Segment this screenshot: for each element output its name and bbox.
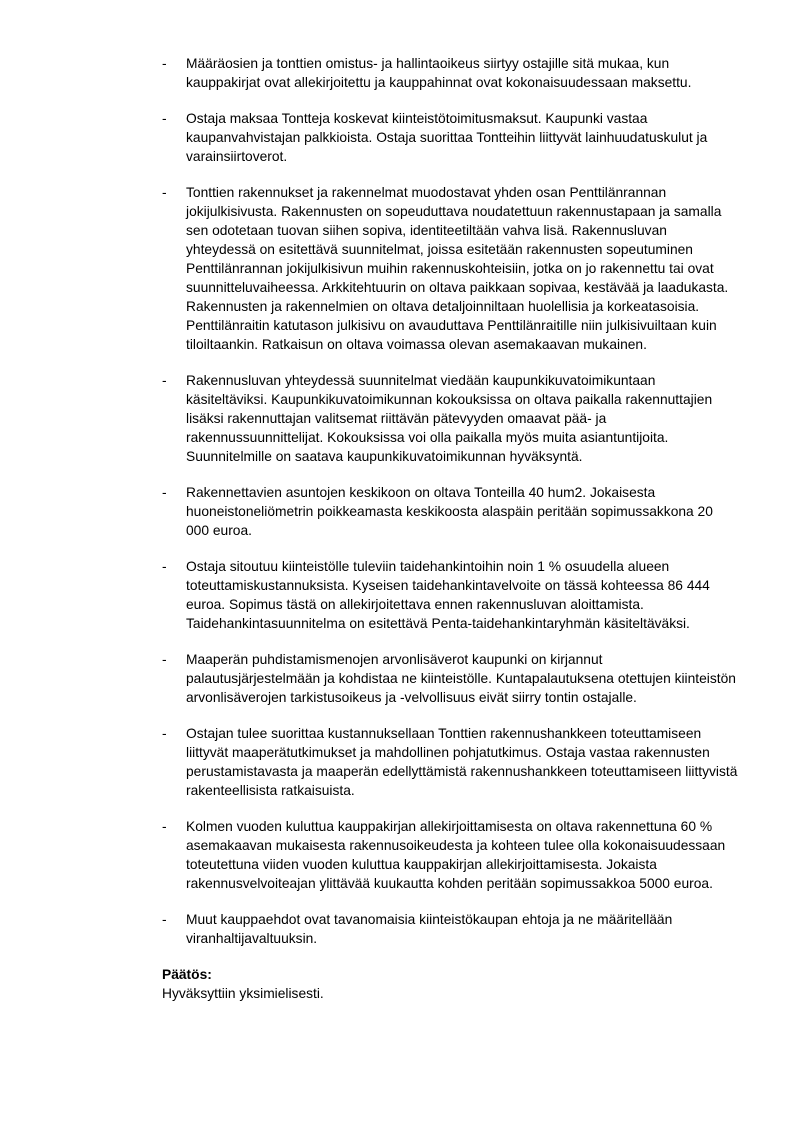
- list-item: [162, 724, 740, 800]
- bullet-text: Ostajan tulee suorittaa kustannuksellaan Tonttien rakennushankkeen toteuttamiseen liittyvät maaperätutkimukset ja mahdollinen pohjatutkimus. Ostaja vastaa rakennusten perustamistavasta ja maaperän edellyttämistä rakennushankkeen toteuttamiseen liittyvistä rakenteellisista ratkaisuista.: [186, 726, 738, 798]
- bullet-dash: -: [162, 185, 167, 200]
- bullet-text: Ostaja sitoutuu kiinteistölle tuleviin taidehankintoihin noin 1 % osuudella alueen toteuttamiskustannuksista. Kyseisen taidehankintavelvoite on tässä kohteessa 86 444 euroa. Sopimus tästä on allekirjoitettava ennen rakennusluvan aloittamista. Taidehankintasuunnitelma on esitettävä Penta-taidehankintaryhmän käsiteltäväksi.: [186, 559, 710, 631]
- bullet-dash: -: [162, 56, 167, 71]
- bullet-dash: -: [162, 485, 167, 500]
- bullet-dash: -: [162, 726, 167, 741]
- bullet-text: Ostaja maksaa Tontteja koskevat kiinteistötoimitusmaksut. Kaupunki vastaa kaupanvahvistajan palkkioista. Ostaja suorittaa Tontteihin liittyvät lainhuudatuskulut ja varainsiirtoverot.: [186, 111, 708, 164]
- list-item: [162, 183, 740, 354]
- bullet-dash: -: [162, 912, 167, 927]
- list-item: [162, 483, 740, 540]
- bullet-dash: -: [162, 373, 167, 388]
- bullet-text: Rakennusluvan yhteydessä suunnitelmat viedään kaupunkikuvatoimikuntaan käsiteltäviksi. Kaupunkikuvatoimikunnan kokouksissa on oltava paikalla rakennuttajien lisäksi rakennuttajan valitsemat riittävän pätevyyden omaavat pää- ja rakennussuunnittelijat. Kokouksissa voi olla paikalla myös muita asiantuntijoita. Suunnitelmille on saatava kaupunkikuvatoimikunnan hyväksyntä.: [186, 373, 713, 464]
- bullet-dash: -: [162, 819, 167, 834]
- decision-text: Hyväksyttiin yksimielisesti.: [162, 986, 324, 1001]
- list-item: [162, 54, 740, 92]
- decision-section: [162, 965, 740, 1003]
- list-item: [162, 371, 740, 466]
- list-item: [162, 910, 740, 948]
- bullet-text: Tonttien rakennukset ja rakennelmat muodostavat yhden osan Penttilänrannan jokijulkisivusta. Rakennusten on sopeuduttava noudatettuun rakennustapaan ja samalla sen odotetaan tuovan siihen sopiva, identiteetiltään vahva lisä. Rakennusluvan yhteydessä on esitettävä suunnitelmat, joissa esitetään rakennusten sopeutuminen Penttilänrannan jokijulkisivun muihin rakennuskohteisiin, jotka on jo rakennettu tai ovat suunnitteluvaiheessa. Arkkitehtuurin on oltava paikkaan sopivaa, kestävää ja laadukasta. Rakennusten ja rakennelmien on oltava detaljoinniltaan huolellisia ja korkeatasoisia. Penttilänraitin katutason julkisivu on avauduttava Penttilänraitille niin julkisivuiltaan kuin tiloiltaankin. Ratkaisun on oltava voimassa olevan asemakaavan mukainen.: [186, 185, 729, 352]
- bullet-text: Rakennettavien asuntojen keskikoon on oltava Tonteilla 40 hum2. Jokaisesta huoneistoneliömetrin poikkeamasta keskikoosta alaspäin peritään sopimussakkona 20 000 euroa.: [186, 485, 713, 538]
- list-item: [162, 109, 740, 166]
- bullet-dash: -: [162, 559, 167, 574]
- bullet-text: Maaperän puhdistamismenojen arvonlisäverot kaupunki on kirjannut palautusjärjestelmään ja kohdistaa ne kiinteistölle. Kuntapalautuksena otettujen kiinteistön arvonlisäverojen tarkistusoikeus ja -velvollisuus eivät siirry tontin ostajalle.: [186, 652, 736, 705]
- decision-heading: Päätös:: [162, 967, 212, 982]
- document-content: [162, 54, 740, 1003]
- bullet-text: Muut kauppaehdot ovat tavanomaisia kiinteistökaupan ehtoja ja ne määritellään viranhaltijavaltuuksin.: [186, 912, 673, 946]
- list-item: [162, 817, 740, 893]
- list-item: [162, 650, 740, 707]
- list-item: [162, 557, 740, 633]
- bullet-dash: -: [162, 652, 167, 667]
- bullet-text: Määräosien ja tonttien omistus- ja hallintaoikeus siirtyy ostajille sitä mukaa, kun kauppakirjat ovat allekirjoitettu ja kauppahinnat ovat kokonaisuudessaan maksettu.: [186, 56, 692, 90]
- bullet-dash: -: [162, 111, 167, 126]
- bullet-text: Kolmen vuoden kuluttua kauppakirjan allekirjoittamisesta on oltava rakennettuna 60 % asemakaavan mukaisesta rakennusoikeudesta ja kohteen tulee olla kokonaisuudessaan toteutettuna viiden vuoden kuluttua kauppakirjan allekirjoittamisesta. Jokaista rakennusvelvoiteajan ylittävää kuukautta kohden peritään sopimussakkoa 5000 euroa.: [186, 819, 726, 891]
